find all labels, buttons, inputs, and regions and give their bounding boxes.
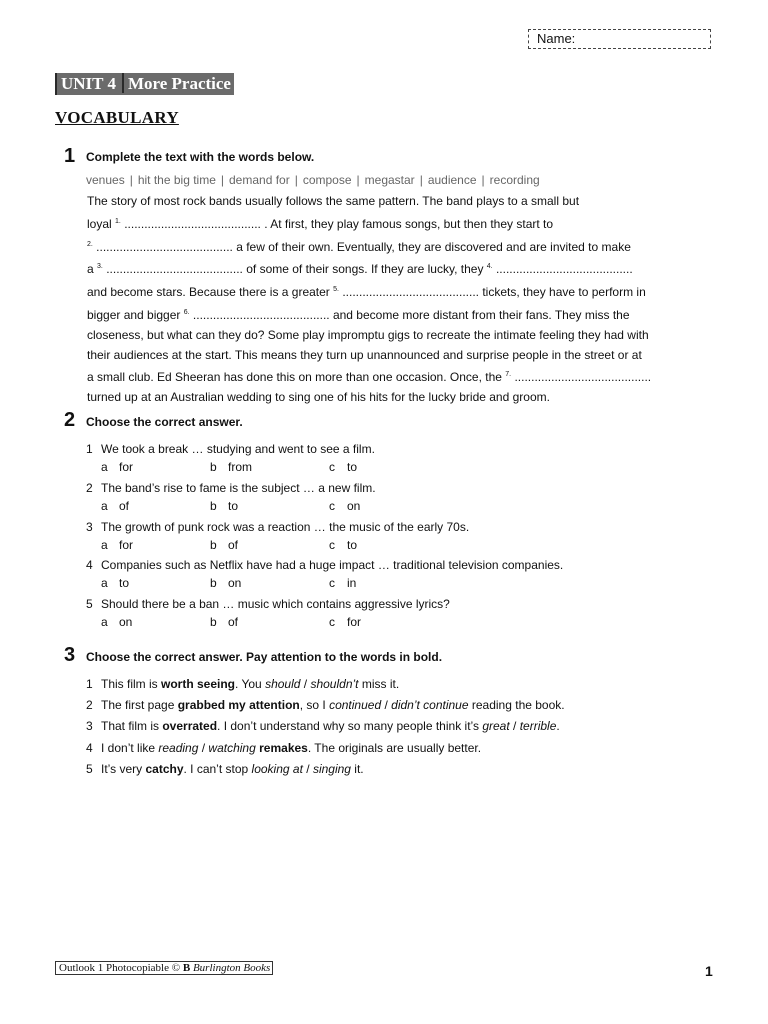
word-bank-separator: | <box>220 173 224 187</box>
unit-title <box>55 73 234 95</box>
exercise-3-instruction: Choose the correct answer. Pay attention to the words in bold. <box>86 650 443 664</box>
answer-choice[interactable]: singing <box>312 761 351 776</box>
bold-keyword: remakes <box>259 740 308 755</box>
option-text[interactable]: on <box>347 498 361 513</box>
bold-keyword: worth seeing <box>161 677 236 691</box>
unit-label: UNIT 4 <box>61 74 116 93</box>
word-bank-separator: | <box>419 173 423 187</box>
paragraph-text: and become stars. Because there is a greater <box>87 285 334 300</box>
word-bank-item: hit the big time <box>137 173 216 187</box>
question-text: The growth of punk rock was a reaction … the music of the early 70s. <box>101 519 470 534</box>
option-letter[interactable]: b <box>210 460 217 474</box>
option-letter[interactable]: a <box>101 460 108 474</box>
gap-number: 7. <box>505 371 512 379</box>
word-bank-item: demand for <box>229 173 290 187</box>
sentence-text <box>101 762 364 776</box>
question-number: 1 <box>86 442 93 456</box>
sentence-fragment: That film is <box>101 719 163 734</box>
exercise-2-instruction: Choose the correct answer. <box>86 415 243 429</box>
question-number: 5 <box>86 597 93 612</box>
option-letter[interactable]: b <box>210 537 217 552</box>
option-letter[interactable]: a <box>101 615 108 630</box>
paragraph-line <box>87 280 667 303</box>
word-bank-separator: | <box>129 173 133 187</box>
unit-subtitle: More Practice <box>127 74 231 93</box>
option-letter[interactable]: b <box>210 498 217 513</box>
sentence-number: 5 <box>86 761 93 776</box>
sentence-fragment: . The originals are usually better. <box>307 740 482 755</box>
answer-choice[interactable]: shouldn’t <box>310 677 359 691</box>
sentence-fragment: . You <box>235 677 266 691</box>
option-letter[interactable]: b <box>210 576 217 591</box>
footer-copyright <box>55 961 273 975</box>
sentence-number: 4 <box>86 740 93 755</box>
question-text: Companies such as Netflix have had a huge impact … traditional television companies. <box>101 558 564 573</box>
exercise-1-instruction: Complete the text with the words below. <box>86 150 315 164</box>
option-text[interactable]: on <box>228 576 242 591</box>
sentence-fragment: I don’t like <box>101 740 159 755</box>
paragraph-text: ......................................... a few of their own. Eventually, they are discovered and are invited to make <box>92 239 631 254</box>
option-text[interactable]: to <box>347 460 358 474</box>
word-bank-item: recording <box>489 173 540 187</box>
sentence-fragment: . I don’t understand why so many people think it’s <box>217 719 483 734</box>
paragraph-line <box>87 303 667 326</box>
paragraph-text: turned up at an Australian wedding to sing one of his hits for the lucky bride and groom. <box>87 390 550 405</box>
option-letter[interactable]: a <box>101 537 108 552</box>
paragraph-text: ......................................... tickets, they have to perform in <box>338 285 646 300</box>
paragraph-line <box>87 235 667 258</box>
word-bank <box>86 173 540 187</box>
option-text[interactable]: for <box>119 537 134 552</box>
answer-choice[interactable]: reading <box>158 740 199 755</box>
word-bank-item: audience <box>427 173 477 187</box>
footer-text: Outlook 1 Photocopiable © <box>59 962 183 974</box>
sentence-fragment: . <box>556 719 560 734</box>
sentence-fragment: reading the book. <box>468 698 565 713</box>
exercise-1-text <box>87 192 667 408</box>
paragraph-text: bigger and bigger <box>87 307 184 322</box>
paragraph-text: a <box>87 262 98 277</box>
sentence-number: 1 <box>86 677 93 691</box>
sentence-fragment: , so I <box>299 698 330 713</box>
paragraph-line <box>87 326 667 346</box>
question-text: We took a break … studying and went to see a film. <box>101 442 375 456</box>
paragraph-text: their audiences at the start. This means they turn up unannounced and surprise people in the street or at <box>87 347 642 362</box>
sentence-number: 2 <box>86 698 93 713</box>
sentence-fragment: It’s very <box>101 761 146 776</box>
unit-divider <box>122 73 124 93</box>
option-text[interactable]: on <box>119 615 133 630</box>
exercise-2-number: 2 <box>64 409 76 431</box>
sentence-fragment: The first page <box>101 698 178 713</box>
paragraph-line <box>87 388 667 408</box>
option-text[interactable]: to <box>347 537 358 552</box>
paragraph-line <box>87 192 667 212</box>
sentence-fragment: / <box>509 719 520 734</box>
option-letter[interactable]: c <box>329 615 335 630</box>
option-text[interactable]: to <box>228 498 239 513</box>
option-text[interactable]: of <box>228 537 239 552</box>
word-bank-item: compose <box>302 173 352 187</box>
sentence-text <box>101 677 399 691</box>
option-letter[interactable]: c <box>329 460 335 474</box>
sentence-number: 3 <box>86 719 93 734</box>
option-text[interactable]: to <box>119 576 130 591</box>
word-bank-separator: | <box>294 173 298 187</box>
option-text[interactable]: in <box>347 576 357 591</box>
gap-number: 4. <box>486 263 493 271</box>
publisher-logo-letter: B <box>182 962 191 974</box>
option-letter[interactable]: c <box>329 498 335 513</box>
paragraph-text: loyal <box>87 216 116 231</box>
option-letter[interactable]: c <box>329 576 335 591</box>
question-number: 2 <box>86 480 93 495</box>
option-text[interactable]: for <box>347 615 362 630</box>
gap-number: 5. <box>333 286 339 294</box>
answer-choice[interactable]: didn’t continue <box>391 698 469 713</box>
paragraph-text: ......................................... and become more distant from their fans. They miss the <box>189 307 630 322</box>
gap-number: 3. <box>97 263 103 271</box>
sentence-fragment: / <box>302 761 313 776</box>
word-bank-separator: | <box>356 173 360 187</box>
gap-number: 2. <box>87 240 93 248</box>
exercise-1-number: 1 <box>64 145 76 167</box>
answer-choice[interactable]: should <box>265 677 301 691</box>
option-text[interactable]: of <box>228 615 239 630</box>
paragraph-text: ......................................... <box>492 262 633 277</box>
paragraph-text: The story of most rock bands usually follows the same pattern. The band plays to a small but <box>87 194 580 208</box>
option-letter[interactable]: b <box>210 615 217 630</box>
sentence-text <box>101 719 560 733</box>
word-bank-item: megastar <box>364 173 415 187</box>
sentence-fragment: miss it. <box>358 677 400 691</box>
bold-keyword: catchy <box>145 761 184 776</box>
paragraph-text: a small club. Ed Sheeran has done this on more than one occasion. Once, the <box>87 370 506 385</box>
answer-choice[interactable]: great <box>482 719 510 734</box>
paragraph-text: ......................................... of some of their songs. If they are lucky, they <box>102 262 487 277</box>
sentence-fragment: / <box>300 677 311 691</box>
question-number: 4 <box>86 558 93 573</box>
gap-number: 6. <box>183 308 190 316</box>
sentence-fragment: it. <box>350 761 364 776</box>
paragraph-line <box>87 346 667 366</box>
name-label: Name: <box>537 31 576 46</box>
option-letter[interactable]: c <box>329 537 335 552</box>
answer-choice[interactable]: looking at <box>251 761 303 776</box>
bold-keyword: grabbed my attention <box>177 698 300 713</box>
sentence-text <box>101 741 481 755</box>
exercise-3-number: 3 <box>64 644 76 666</box>
option-text[interactable]: from <box>228 460 252 474</box>
word-bank-separator: | <box>481 173 485 187</box>
name-field[interactable] <box>528 29 711 49</box>
paragraph-text: ......................................... . At first, they play famous songs, but then they start to <box>120 216 554 231</box>
section-title: VOCABULARY <box>55 108 179 127</box>
paragraph-line <box>87 257 667 280</box>
answer-choice[interactable]: terrible <box>519 719 557 734</box>
question-text: The band’s rise to fame is the subject … a new film. <box>101 480 376 495</box>
answer-choice[interactable]: continued <box>329 698 382 713</box>
sentence-fragment: / <box>381 698 392 713</box>
sentence-fragment: This film is <box>101 677 161 691</box>
question-text: Should there be a ban … music which contains aggressive lyrics? <box>101 597 450 612</box>
publisher-name: Burlington Books <box>190 962 271 974</box>
option-letter[interactable]: a <box>101 576 108 591</box>
sentence-text <box>101 698 565 712</box>
paragraph-text: closeness, but what can they do? Some play impromptu gigs to recreate the intimate feeling they had with <box>87 327 649 342</box>
paragraph-line <box>87 365 667 388</box>
option-letter[interactable]: a <box>101 498 108 513</box>
paragraph-text: ......................................... <box>511 370 652 385</box>
paragraph-line <box>87 212 667 235</box>
option-text[interactable]: for <box>119 460 134 474</box>
page-number: 1 <box>705 963 713 979</box>
sentence-fragment: / <box>198 740 209 755</box>
bold-keyword: overrated <box>162 719 218 734</box>
option-text[interactable]: of <box>119 498 130 513</box>
gap-number: 1. <box>115 217 121 225</box>
question-number: 3 <box>86 519 93 534</box>
sentence-fragment: . I can’t stop <box>183 761 252 776</box>
answer-choice[interactable]: watching <box>208 740 256 755</box>
word-bank-item: venues <box>86 173 125 187</box>
